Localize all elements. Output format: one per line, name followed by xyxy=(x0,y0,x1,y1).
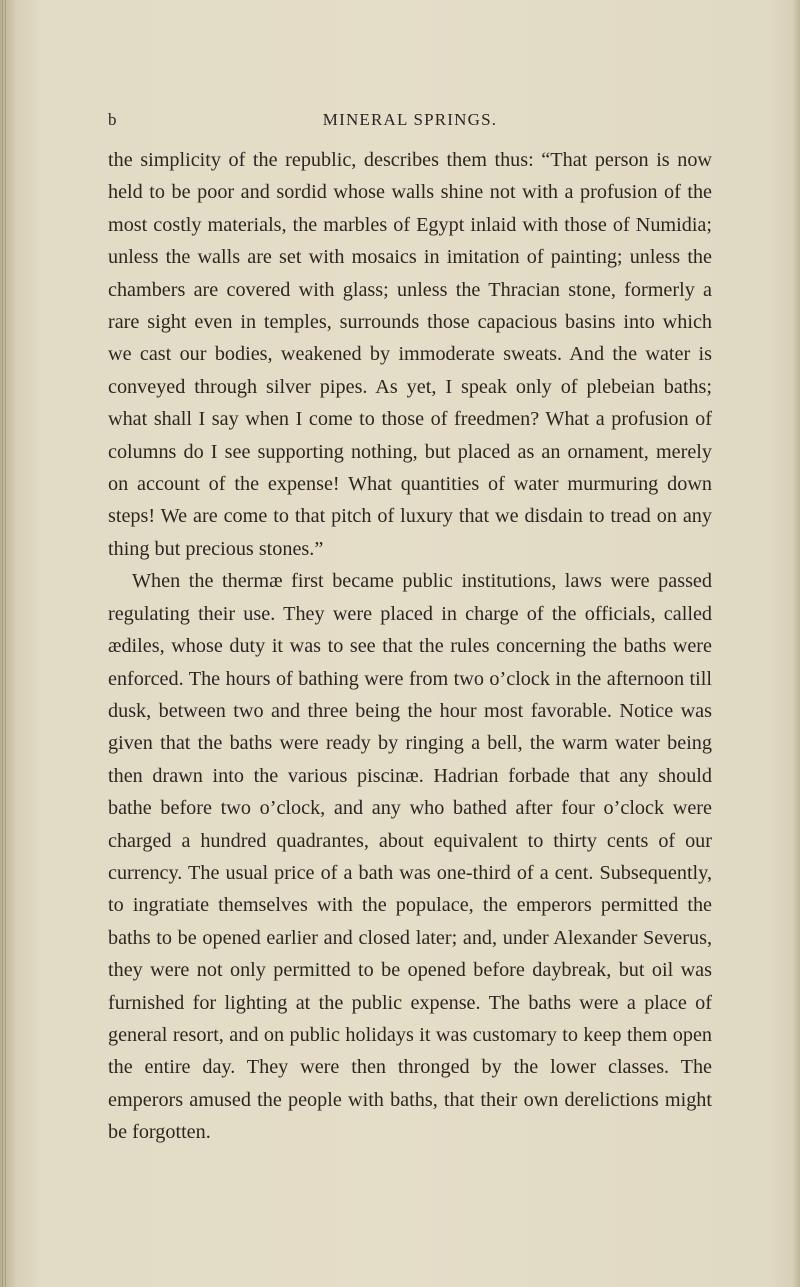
running-head: MINERAL SPRINGS. xyxy=(322,110,498,129)
paragraph: When the thermæ first became public institutions, laws were passed regulating their use. They were placed in charge of the officials, called ædiles, whose duty it was to see that the rules concerning the baths were enforced. The hours of bathing were from two o’clock in the afternoon till dusk, between two and three being the hour most favorable. Notice was given that the baths were ready by ringing a bell, the warm water being then drawn into the various piscinæ. Hadrian forbade that any should bathe before two o’clock, and any who bathed after four o’clock were charged a hundred quadrantes, about equivalent to thirty cents of our currency. The usual price of a bath was one-third of a cent. Subsequently, to ingratiate themselves with the populace, the emperors permitted the baths to be opened earlier and closed later; and, under Alexander Severus, they were not only permitted to be opened before daybreak, but oil was furnished for lighting at the public expense. The baths were a place of general resort, and on public holidays it was customary to keep them open the entire day. They were then thronged by the lower classes. The emperors amused the people with baths, that their own derelictions might be forgotten. xyxy=(108,570,712,1144)
book-binding-edge xyxy=(0,0,14,1287)
binding-stitch-lines xyxy=(2,0,8,1287)
paragraph: the simplicity of the republic, describes them thus: “That person is now held to be poor and sordid whose walls shine not with a profusion of the most costly materials, the marbles of Egypt inlaid with those of Numidia; unless the walls are set with mosaics in imitation of painting; unless the chambers are covered with glass; unless the Thracian stone, formerly a rare sight even in temples, surrounds those capacious basins into which we cast our bodies, weakened by immoderate sweats. And the water is conveyed through silver pipes. As yet, I speak only of plebeian baths; what shall I say when I come to those of freedmen? What a profusion of columns do I see supporting nothing, but placed as an ornament, merely on account of the expense! What quantities of water murmuring down steps! We are come to that pitch of luxury that we disdain to tread on any thing but precious stones.” xyxy=(108,149,712,560)
page-right-edge xyxy=(792,0,800,1287)
body-text xyxy=(108,144,712,1149)
page-number: b xyxy=(108,110,117,129)
page-header xyxy=(108,110,712,134)
